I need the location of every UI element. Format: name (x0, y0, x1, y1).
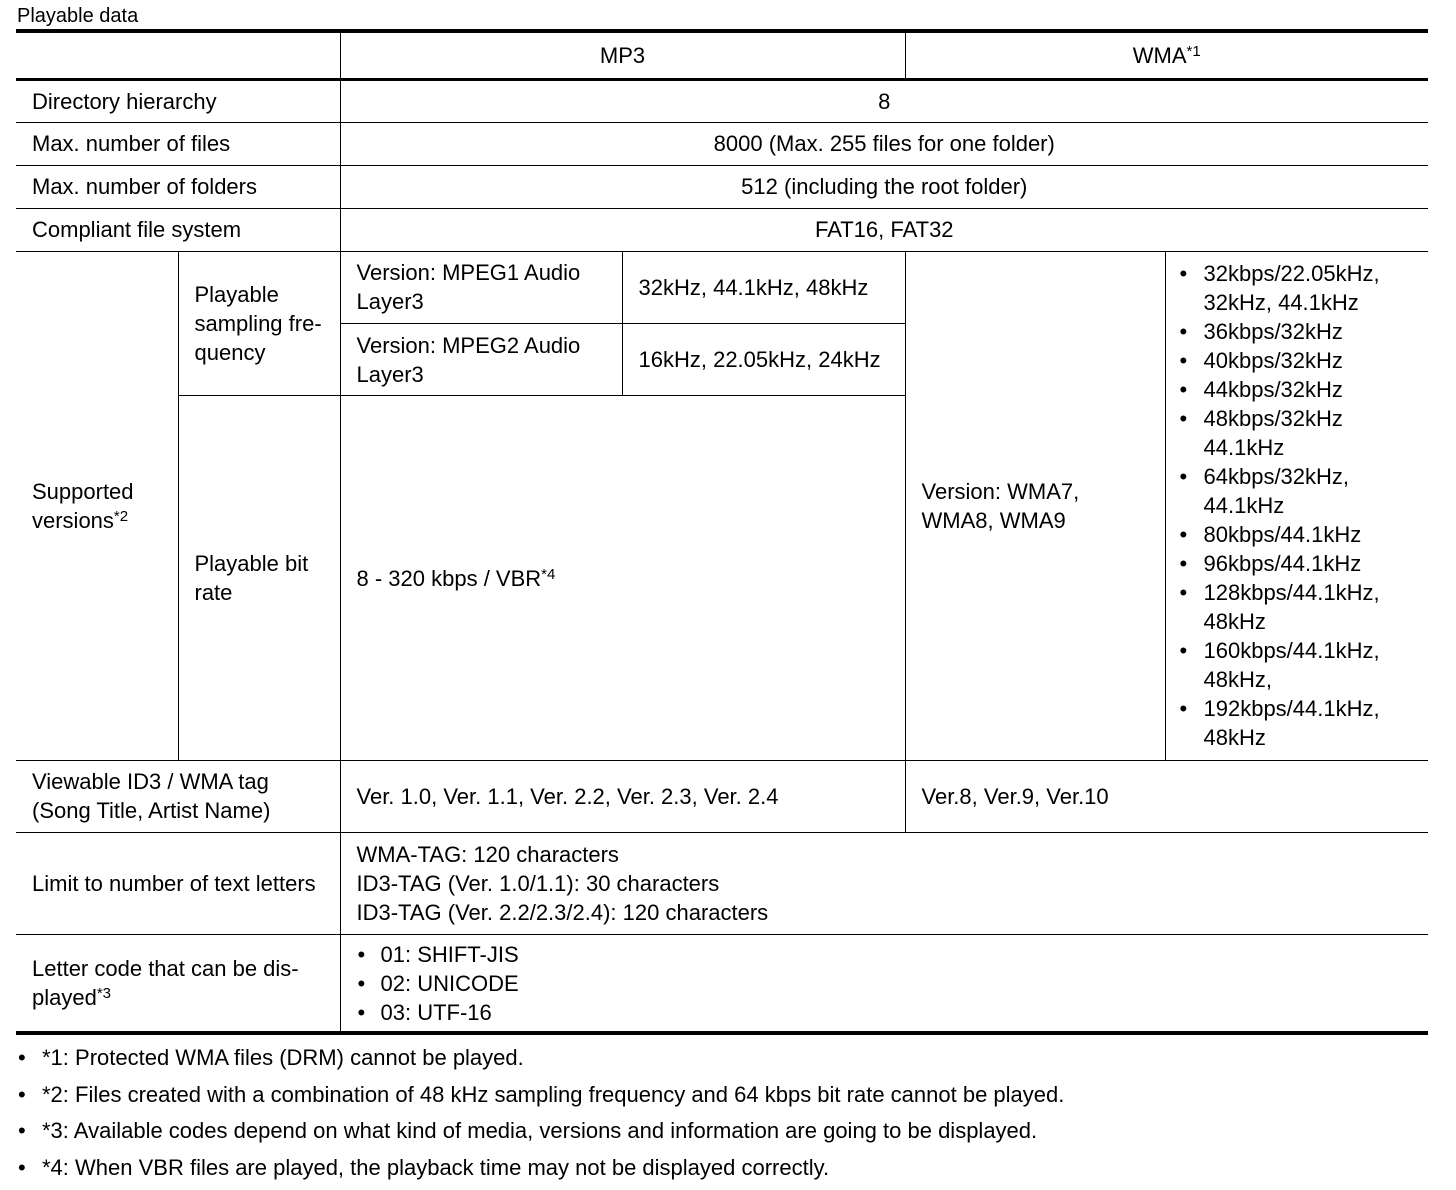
table-row-sampling-mpeg1 (16, 251, 1428, 323)
table-row-filesystem (16, 208, 1428, 251)
list-item: • 40kbps/32kHz (1180, 346, 1413, 375)
list-item: • 160kbps/44.1kHz, 48kHz, (1180, 636, 1413, 694)
list-item: • 02: UNICODE (357, 969, 1413, 998)
letter-code-footnote-ref: *3 (96, 985, 112, 1003)
tag-mp3-versions: Ver. 1.0, Ver. 1.1, Ver. 2.2, Ver. 2.3, Ver. 2.4 (340, 760, 905, 832)
header-wma-label: WMA (1132, 42, 1187, 68)
footnote: • *4: When VBR files are played, the playback time may not be displayed correctly. (18, 1150, 1064, 1187)
limit-label: Limit to number of text letters (16, 833, 340, 935)
header-wma-footnote-ref: *1 (1186, 42, 1201, 60)
list-item: • 64kbps/32kHz, 44.1kHz (1180, 462, 1413, 520)
letter-code-list (357, 940, 1413, 1027)
table-row-limit (16, 833, 1428, 935)
header-empty-cell (16, 31, 340, 79)
footnotes (18, 1040, 1064, 1186)
files-value: 8000 (Max. 255 files for one folder) (340, 122, 1428, 165)
list-item: • 128kbps/44.1kHz, 48kHz (1180, 578, 1413, 636)
tag-label: Viewable ID3 / WMA tag (Song Title, Artist Name) (16, 760, 340, 832)
directory-value: 8 (340, 79, 1428, 122)
files-label: Max. number of files (16, 122, 340, 165)
mpeg1-frequency: 32kHz, 44.1kHz, 48kHz (622, 251, 905, 323)
table-row-folders (16, 165, 1428, 208)
list-item: • 32kbps/22.05kHz, 32kHz, 44.1kHz (1180, 259, 1413, 317)
directory-label: Directory hierarchy (16, 79, 340, 122)
wma-rates-list (1180, 259, 1413, 752)
playable-data-table (16, 29, 1428, 1035)
limit-line: ID3-TAG (Ver. 2.2/2.3/2.4): 120 characters (356, 900, 769, 926)
footnote: • *2: Files created with a combination of 48 kHz sampling frequency and 64 kbps bit rate cannot be played. (18, 1077, 1064, 1114)
bitrate-label: Playable bit rate (178, 396, 340, 761)
list-item: • 80kbps/44.1kHz (1180, 520, 1413, 549)
list-item: • 36kbps/32kHz (1180, 317, 1413, 346)
footnote: • *3: Available codes depend on what kind of media, versions and information are going to be displayed. (18, 1113, 1064, 1150)
tag-wma-versions: Ver.8, Ver.9, Ver.10 (905, 760, 1428, 832)
header-wma (905, 31, 1428, 79)
limit-values (340, 833, 1428, 935)
list-item: • 96kbps/44.1kHz (1180, 549, 1413, 578)
mp3-bitrate-text: 8 - 320 kbps / VBR (356, 565, 542, 591)
mpeg2-frequency: 16kHz, 22.05kHz, 24kHz (622, 324, 905, 396)
list-item: • 03: UTF-16 (357, 998, 1413, 1027)
list-item: • 01: SHIFT-JIS (357, 940, 1413, 969)
footnote: • *1: Protected WMA files (DRM) cannot be played. (18, 1040, 1064, 1077)
supported-versions-label (16, 251, 178, 760)
mp3-bitrate (340, 396, 905, 761)
header-mp3: MP3 (340, 31, 905, 79)
table-row-tag (16, 760, 1428, 832)
table-row-directory (16, 79, 1428, 122)
supported-versions-text: Supported versions (32, 478, 134, 533)
table-row-files (16, 122, 1428, 165)
limit-line: ID3-TAG (Ver. 1.0/1.1): 30 characters (356, 871, 720, 897)
letter-code-text: Letter code that can be dis-played (32, 956, 299, 1011)
list-item: • 192kbps/44.1kHz, 48kHz (1180, 694, 1413, 752)
filesystem-label: Compliant file system (16, 208, 340, 251)
list-item: • 44kbps/32kHz (1180, 375, 1413, 404)
mpeg1-version: Version: MPEG1 Audio Layer3 (340, 251, 622, 323)
mpeg2-version: Version: MPEG2 Audio Layer3 (340, 324, 622, 396)
wma-rates-cell (1165, 251, 1428, 760)
limit-line: WMA-TAG: 120 characters (356, 842, 619, 868)
header-row (16, 31, 1428, 79)
letter-code-values (340, 935, 1428, 1033)
filesystem-value: FAT16, FAT32 (340, 208, 1428, 251)
supported-versions-footnote-ref: *2 (113, 507, 129, 525)
list-item: • 48kbps/32kHz 44.1kHz (1180, 404, 1413, 462)
table-row-letter-code (16, 935, 1428, 1033)
folders-value: 512 (including the root folder) (340, 165, 1428, 208)
table-caption: Playable data (17, 5, 139, 27)
letter-code-label (16, 935, 340, 1033)
sampling-frequency-label: Playable sampling fre-quency (178, 251, 340, 395)
wma-version: Version: WMA7, WMA8, WMA9 (905, 251, 1165, 760)
folders-label: Max. number of folders (16, 165, 340, 208)
mp3-bitrate-footnote-ref: *4 (541, 565, 556, 583)
